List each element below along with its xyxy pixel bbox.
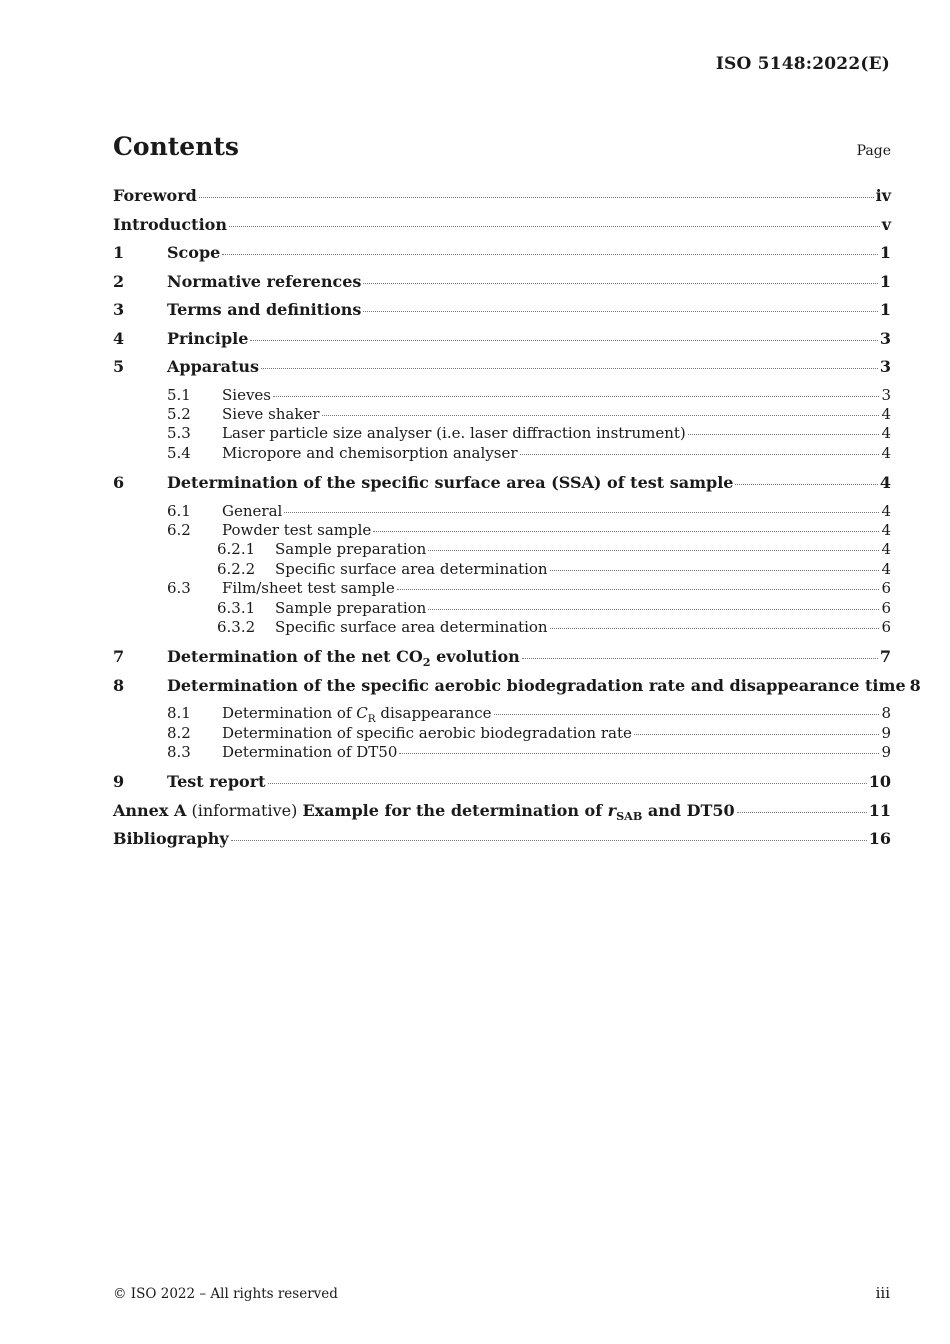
toc-entry[interactable] bbox=[113, 560, 891, 579]
dot-leader bbox=[737, 811, 867, 813]
dot-leader bbox=[634, 733, 880, 735]
document-id: ISO 5148:2022(E) bbox=[715, 54, 890, 74]
toc-entry-title: Determination of the net $CO_2$ evolution bbox=[167, 647, 520, 670]
toc-entry-title: Determination of the specific aerobic biodegradation rate and disappearance time bbox=[167, 675, 906, 695]
toc-entry-page: 4 bbox=[879, 473, 891, 493]
page-number: iii bbox=[875, 1284, 890, 1302]
toc-entry[interactable] bbox=[113, 405, 891, 424]
toc-entry-title: Scope bbox=[167, 243, 221, 262]
toc-entry-number: 6.3.1 bbox=[217, 598, 256, 617]
toc-entry-number: 4 bbox=[113, 328, 125, 348]
toc-entry-page: 6 bbox=[881, 617, 891, 636]
dot-leader bbox=[250, 339, 877, 341]
toc-entry-number: 5.3 bbox=[167, 424, 191, 443]
toc-entry[interactable] bbox=[113, 772, 891, 801]
dot-leader bbox=[735, 483, 877, 485]
toc-entry-title: Powder test sample bbox=[222, 520, 372, 539]
toc-entry-title: Foreword bbox=[113, 186, 197, 205]
toc-entry-page: 4 bbox=[881, 424, 891, 443]
toc-entry-title: Sieve shaker bbox=[222, 404, 320, 423]
toc-entry-number: 5.4 bbox=[167, 443, 191, 462]
toc-entry-page: 16 bbox=[868, 829, 891, 849]
toc-entry[interactable] bbox=[113, 186, 891, 215]
toc-entry-page: 4 bbox=[881, 540, 891, 559]
toc-entry-page: 11 bbox=[868, 800, 891, 820]
toc-entry-number: 7 bbox=[113, 647, 125, 667]
dot-leader bbox=[363, 310, 877, 312]
toc-entry-number: 6.2.1 bbox=[217, 540, 256, 559]
dot-leader bbox=[688, 433, 880, 435]
dot-leader bbox=[363, 282, 877, 284]
toc-entry[interactable] bbox=[113, 473, 891, 502]
toc-entry-title: Terms and definitions bbox=[167, 300, 362, 319]
dot-leader bbox=[550, 627, 880, 629]
toc-entry-number: 9 bbox=[113, 772, 125, 792]
toc-entry[interactable] bbox=[113, 579, 891, 598]
toc-entry-number: 8.1 bbox=[167, 704, 191, 723]
toc-entry[interactable] bbox=[113, 829, 891, 858]
toc-entry[interactable] bbox=[113, 386, 891, 405]
toc-entry-number: 8 bbox=[113, 675, 125, 695]
dot-leader bbox=[231, 839, 867, 841]
toc-entry[interactable] bbox=[113, 243, 891, 272]
toc-entry[interactable] bbox=[113, 357, 891, 386]
toc-entry[interactable] bbox=[113, 272, 891, 301]
toc-entry-title: Determination of DT50 bbox=[222, 743, 398, 762]
toc-entry-page: v bbox=[881, 214, 891, 234]
toc-entry[interactable] bbox=[113, 704, 891, 726]
toc-entry-number: 6.3.2 bbox=[217, 617, 256, 636]
toc-entry-number: 1 bbox=[113, 243, 125, 262]
toc-entry[interactable] bbox=[113, 675, 921, 705]
dot-leader bbox=[550, 569, 880, 571]
dot-leader bbox=[322, 414, 880, 416]
toc-entry-number: 8.2 bbox=[167, 723, 191, 742]
toc-entry-page: 6 bbox=[881, 598, 891, 617]
page-column-label: Page bbox=[856, 143, 891, 159]
dot-leader bbox=[199, 196, 874, 198]
toc-entry-page: 9 bbox=[881, 723, 891, 742]
toc-entry-title: General bbox=[222, 501, 283, 520]
page-title: Contents bbox=[113, 132, 240, 161]
toc-entry-title: Apparatus bbox=[167, 357, 259, 376]
toc-entry-title: Sample preparation bbox=[275, 540, 427, 559]
toc-entry-page: 4 bbox=[881, 559, 891, 578]
toc-entry-number: 6.1 bbox=[167, 501, 191, 520]
toc-entry-number: 5.2 bbox=[167, 404, 191, 423]
toc-entry[interactable] bbox=[113, 424, 891, 443]
toc-entry-page: 1 bbox=[879, 243, 891, 262]
toc-entry-title: Micropore and chemisorption analyser bbox=[222, 443, 518, 462]
toc-entry[interactable] bbox=[113, 329, 891, 358]
toc-entry-page: 1 bbox=[879, 300, 891, 319]
toc-entry-page: 3 bbox=[879, 357, 891, 376]
toc-entry-number: 3 bbox=[113, 300, 125, 319]
toc-entry-page: 1 bbox=[879, 271, 891, 291]
toc-entry[interactable] bbox=[113, 444, 891, 463]
toc-entry-page: 4 bbox=[881, 404, 891, 423]
toc-entry-title: Sieves bbox=[222, 385, 271, 404]
toc-entry-number: 6.2.2 bbox=[217, 559, 256, 578]
toc-entry-number: 6 bbox=[113, 473, 125, 493]
toc-entry[interactable] bbox=[113, 618, 891, 637]
toc-entry-number: 6.2 bbox=[167, 520, 191, 539]
toc-entry-number: 2 bbox=[113, 271, 125, 291]
toc-entry-title: Annex A (informative) Example for the determination of $r_{SAB}$ and DT50 bbox=[113, 800, 735, 824]
toc-entry-page: 4 bbox=[881, 520, 891, 539]
toc-entry-page: 10 bbox=[868, 772, 891, 792]
dot-leader bbox=[222, 253, 878, 255]
toc-entry-page: 9 bbox=[881, 743, 891, 762]
toc-entry[interactable] bbox=[113, 599, 891, 618]
toc-entry[interactable] bbox=[113, 521, 891, 540]
toc-entry[interactable] bbox=[113, 647, 891, 676]
toc-entry-title: Bibliography bbox=[113, 829, 229, 849]
toc-entry-title: Specific surface area determination bbox=[275, 559, 548, 578]
toc-entry-number: 8.3 bbox=[167, 743, 191, 762]
toc-entry-title: Determination of the specific surface area (SSA) of test sample bbox=[167, 473, 734, 493]
dot-leader bbox=[522, 657, 878, 659]
dot-leader bbox=[284, 511, 879, 513]
toc-entry-page: 3 bbox=[881, 385, 891, 404]
dot-leader bbox=[373, 530, 879, 532]
dot-leader bbox=[399, 752, 879, 754]
toc-entry[interactable] bbox=[113, 300, 891, 329]
toc-entry[interactable] bbox=[113, 724, 891, 743]
toc-entry-page: 3 bbox=[879, 328, 891, 348]
toc-entry[interactable] bbox=[113, 801, 891, 830]
toc-entry-number: 5 bbox=[113, 357, 125, 376]
toc-entry-page: iv bbox=[875, 186, 891, 205]
toc-entry[interactable] bbox=[113, 743, 891, 762]
toc-entry-title: Test report bbox=[167, 772, 266, 792]
toc-entry-page: 4 bbox=[881, 443, 891, 462]
table-of-contents bbox=[113, 186, 921, 858]
toc-entry[interactable] bbox=[113, 215, 891, 244]
toc-entry-title: Principle bbox=[167, 328, 249, 348]
dot-leader bbox=[520, 453, 880, 455]
toc-entry-title: Film/sheet test sample bbox=[222, 579, 395, 598]
dot-leader bbox=[397, 588, 880, 590]
dot-leader bbox=[428, 549, 879, 551]
toc-entry-number: 6.3 bbox=[167, 579, 191, 598]
dot-leader bbox=[261, 367, 878, 369]
toc-entry-page: 4 bbox=[881, 501, 891, 520]
toc-entry-title: Sample preparation bbox=[275, 598, 427, 617]
toc-entry-title: Determination of specific aerobic biodegradation rate bbox=[222, 723, 632, 742]
toc-entry[interactable] bbox=[113, 502, 891, 521]
toc-entry[interactable] bbox=[113, 540, 891, 559]
dot-leader bbox=[428, 608, 879, 610]
dot-leader bbox=[268, 782, 867, 784]
copyright-notice: © ISO 2022 – All rights reserved bbox=[113, 1286, 338, 1302]
toc-entry-page: 6 bbox=[881, 579, 891, 598]
toc-entry-page: 8 bbox=[881, 704, 891, 723]
toc-entry-page: 8 bbox=[909, 675, 921, 695]
toc-entry-title: Normative references bbox=[167, 271, 362, 291]
toc-entry-title: Introduction bbox=[113, 214, 227, 234]
dot-leader bbox=[229, 225, 880, 227]
dot-leader bbox=[273, 395, 879, 397]
dot-leader bbox=[494, 713, 880, 715]
toc-entry-page: 7 bbox=[879, 647, 891, 667]
toc-entry-title: Specific surface area determination bbox=[275, 617, 548, 636]
toc-entry-title: Determination of $C_R$ disappearance bbox=[222, 704, 492, 726]
toc-entry-title: Laser particle size analyser (i.e. laser diffraction instrument) bbox=[222, 424, 686, 443]
toc-entry-number: 5.1 bbox=[167, 385, 191, 404]
